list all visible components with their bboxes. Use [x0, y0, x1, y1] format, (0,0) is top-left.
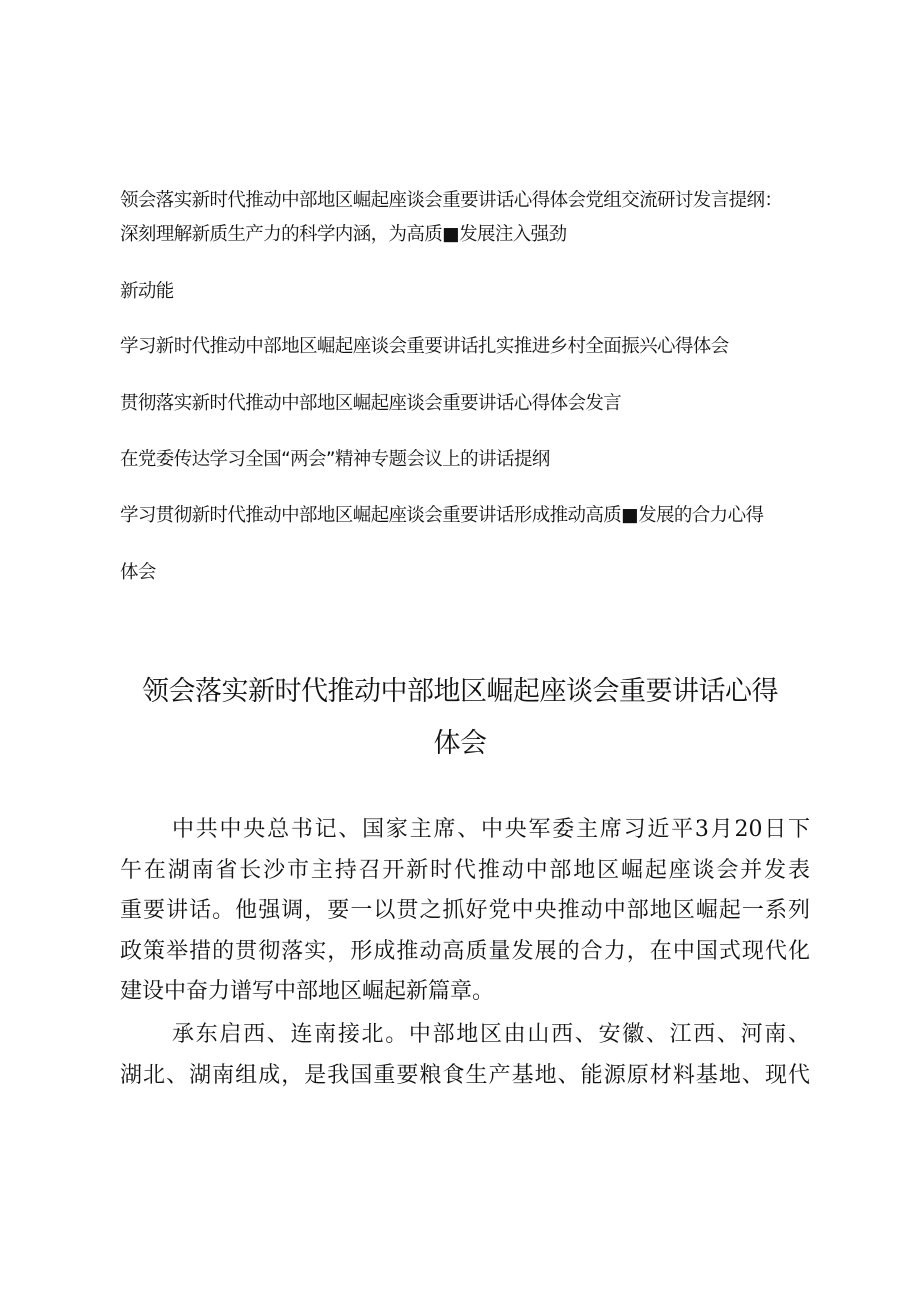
toc-item-5-line-2: 体会: [120, 562, 156, 583]
toc-item-3: 贯彻落实新时代推动中部地区崛起座谈会重要讲话心得体会发言: [120, 393, 622, 414]
paragraph-line: 重要讲话。他强调，要一以贯之抓好党中央推动中部地区崛起一系列: [120, 898, 810, 923]
paragraph-line: 午在湖南省长沙市主持召开新时代推动中部地区崛起座谈会并发表: [120, 857, 810, 883]
toc-item-1-line-2: 深刻理解新质生产力的科学内涵，为高质■发展注入强劲: [120, 224, 567, 245]
toc-item-5-line-1: 学习贯彻新时代推动中部地区崛起座谈会重要讲话形成推动高质■发展的合力心得: [120, 505, 764, 526]
toc-item-2: 学习新时代推动中部地区崛起座谈会重要讲话扎实推进乡村全面振兴心得体会: [120, 336, 729, 357]
toc-item-4: 在党委传达学习全国“两会”精神专题会议上的讲话提纲: [120, 449, 550, 470]
article-title-line-1: 领会落实新时代推动中部地区崛起座谈会重要讲话心得: [142, 676, 778, 707]
paragraph-line: 湖北、湖南组成，是我国重要粮食生产基地、能源原材料基地、现代: [120, 1062, 810, 1088]
article-paragraph-2: [120, 1015, 810, 1096]
toc-item-1-line-3: 新动能: [120, 281, 174, 302]
paragraph-line: 中共中央总书记、国家主席、中央军委主席习近平3月20日下: [172, 817, 810, 842]
article-title-line-2: 体会: [433, 728, 487, 759]
paragraph-line: 建设中奋力谱写中部地区崛起新篇章。: [120, 979, 495, 1004]
paragraph-line: 政策举措的贯彻落实，形成推动高质量发展的合力，在中国式现代化: [120, 938, 810, 964]
article-paragraph-1: [120, 810, 810, 1013]
paragraph-line: 承东启西、连南接北。中部地区由山西、安徽、江西、河南、: [172, 1022, 810, 1047]
toc-item-1-line-1: 领会落实新时代推动中部地区崛起座谈会重要讲话心得体会党组交流研讨发言提纲：: [120, 190, 783, 211]
